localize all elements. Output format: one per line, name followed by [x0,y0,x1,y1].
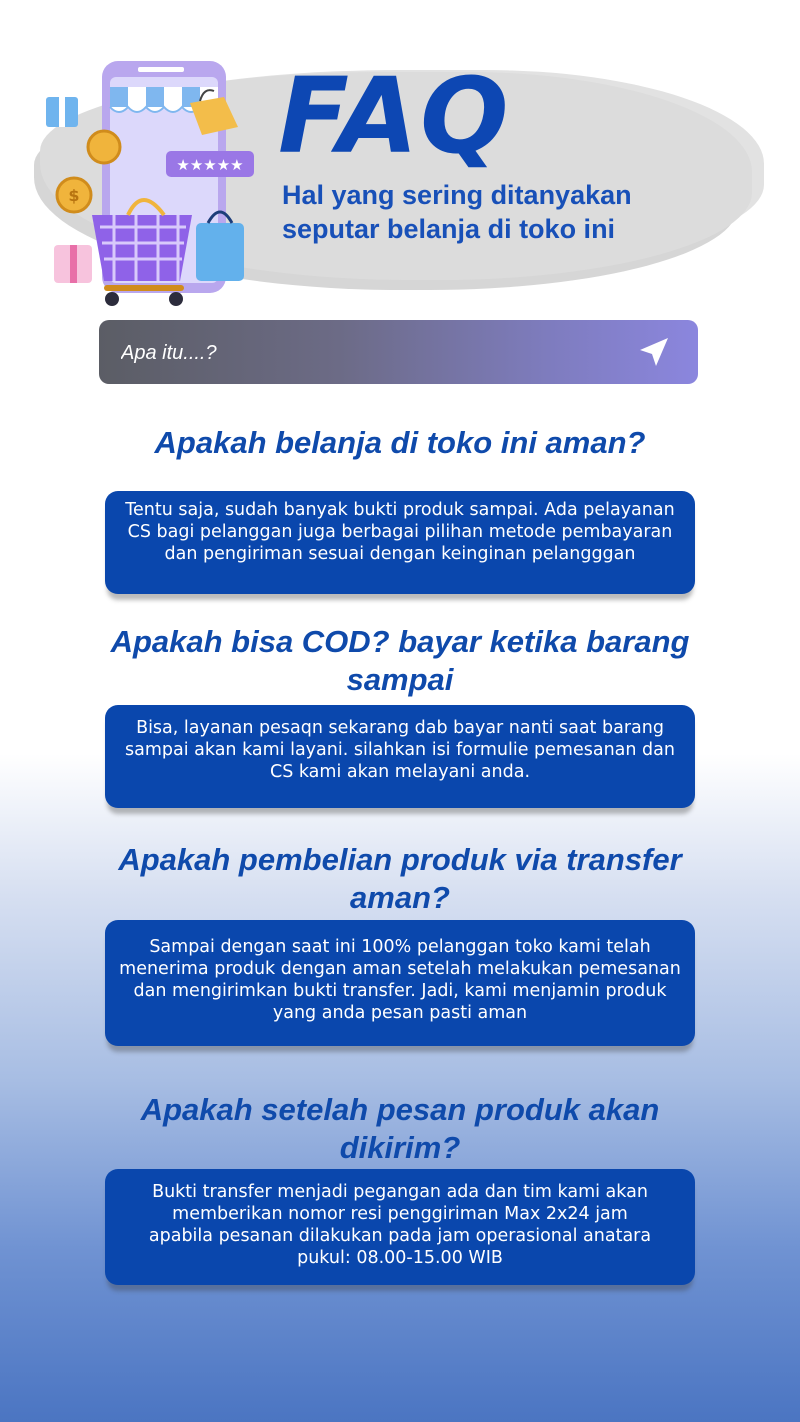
faq-question-3: Apakah pembelian produk via transfer aman? [118,842,682,915]
faq-answer-1: Tentu saja, sudah banyak bukti produk sampai. Ada pelayanan CS bagi pelanggan juga berbagai pilihan metode pembayaran dan pengiriman sesuai dengan keinginan pelangggan [105,491,695,594]
faq-question-4: Apakah setelah pesan produk akan dikirim? [140,1092,660,1165]
page-subtitle: Hal yang sering ditanyakan seputar belanja di toko ini [282,180,632,244]
svg-text:$: $ [68,186,80,205]
search-input[interactable] [119,338,603,368]
rating-stars: ★★★★★ [176,156,244,174]
faq-question-2: Apakah bisa COD? bayar ketika barang sampai [110,624,690,697]
send-button[interactable] [636,334,672,370]
send-icon [636,334,672,370]
shopping-phone-illustration [40,55,280,315]
faq-answer-2: Bisa, layanan pesaqn sekarang dab bayar nanti saat barang sampai akan kami layani. silahkan isi formulie pemesanan dan CS kami akan melayani anda. [105,705,695,808]
faq-question-1: Apakah belanja di toko ini aman? [154,425,646,460]
faq-answer-3: Sampai dengan saat ini 100% pelanggan toko kami telah menerima produk dengan aman setelah melakukan pemesanan dan mengirimkan bukti transfer. Jadi, kami menjamin produk yang anda pesan pasti aman [105,920,695,1046]
page-title: FAQ [278,55,511,177]
faq-answer-4: Bukti transfer menjadi pegangan ada dan tim kami akan memberikan nomor resi penggiriman Max 2x24 jam apabila pesanan dilakukan pada jam operasional anatara pukul: 08.00-15.00 WIB [105,1169,695,1285]
search-bar [99,320,698,384]
